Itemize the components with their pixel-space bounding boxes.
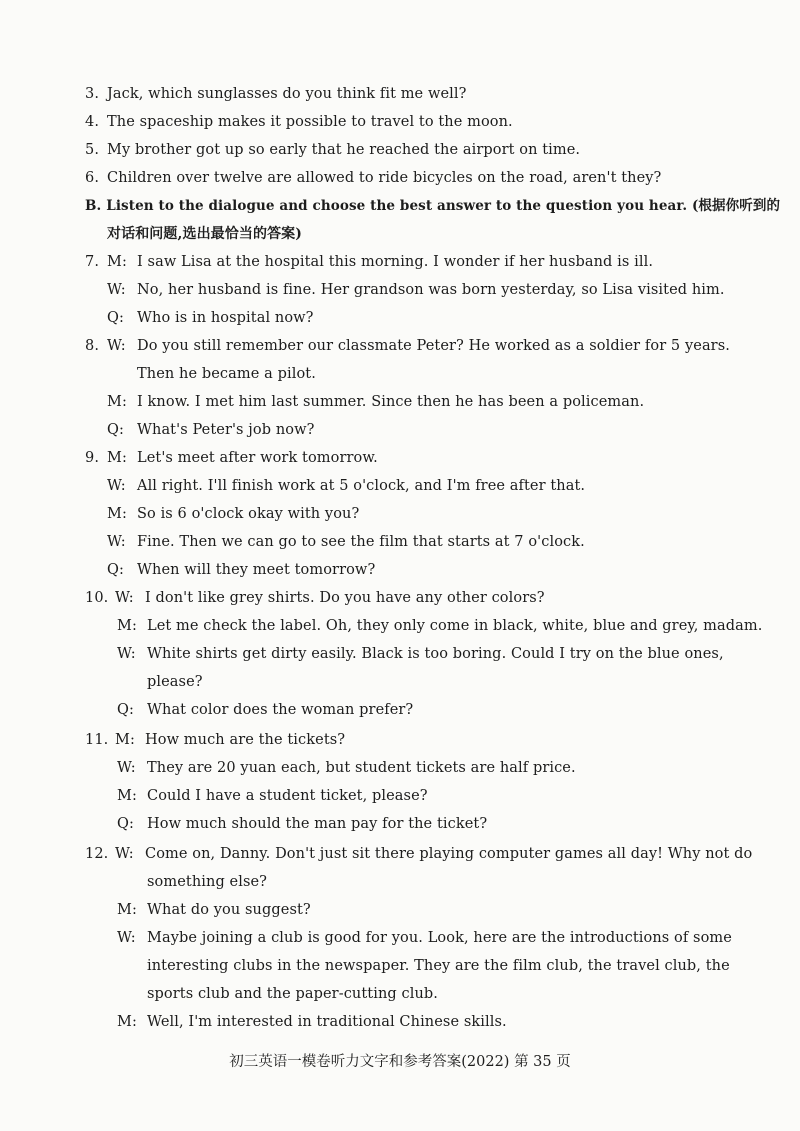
speaker-label: M: — [117, 902, 137, 918]
dialogue-text: Come on, Danny. Don't just sit there playing computer games all day! Why not do — [145, 846, 753, 862]
speaker-label: W: — [107, 282, 126, 298]
dialogue-text: Could I have a student ticket, please? — [147, 788, 428, 804]
section-b-heading — [85, 196, 780, 216]
item-number: 4. — [85, 114, 100, 130]
dialogue-10-line-2 — [117, 616, 762, 636]
speaker-label: W: — [117, 930, 136, 946]
dialogue-9-line-2 — [107, 476, 585, 496]
dialogue-text: Let's meet after work tomorrow. — [137, 450, 378, 466]
dialogue-text: Maybe joining a club is good for you. Look, here are the introductions of some — [147, 930, 732, 946]
speaker-label: W: — [107, 534, 126, 550]
item-number: 3. — [85, 86, 100, 102]
dialogue-text: How much are the tickets? — [145, 732, 346, 748]
item-number: 7. — [85, 254, 100, 270]
dialogue-8-line-1-cont — [137, 364, 316, 384]
dialogue-text: All right. I'll finish work at 5 o'clock, and I'm free after that. — [137, 478, 586, 494]
item-5 — [85, 140, 580, 160]
dialogue-text: Then he became a pilot. — [137, 366, 316, 382]
item-number: 11. — [85, 732, 109, 748]
question-text: When will they meet tomorrow? — [137, 562, 376, 578]
dialogue-text: I know. I met him last summer. Since then he has been a policeman. — [137, 394, 645, 410]
dialogue-9-question — [107, 560, 375, 580]
dialogue-12-line-1 — [85, 844, 752, 864]
dialogue-text: White shirts get dirty easily. Black is too boring. Could I try on the blue ones, — [147, 646, 724, 662]
speaker-label: W: — [117, 646, 136, 662]
dialogue-9-line-1 — [85, 448, 378, 468]
speaker-label: M: — [107, 506, 127, 522]
speaker-label: M: — [107, 394, 127, 410]
question-text: Who is in hospital now? — [137, 310, 314, 326]
dialogue-text: something else? — [147, 874, 268, 890]
dialogue-12-line-3-cont-2 — [147, 984, 438, 1004]
speaker-label: W: — [107, 338, 126, 354]
item-3 — [85, 84, 466, 104]
speaker-label: Q: — [107, 422, 124, 438]
dialogue-text: Fine. Then we can go to see the film that starts at 7 o'clock. — [137, 534, 585, 550]
dialogue-text: sports club and the paper-cutting club. — [147, 986, 438, 1002]
dialogue-text: No, her husband is fine. Her grandson was born yesterday, so Lisa visited him. — [137, 282, 725, 298]
dialogue-text: What do you suggest? — [147, 902, 311, 918]
speaker-label: M: — [117, 1014, 137, 1030]
dialogue-8-line-1 — [85, 336, 730, 356]
dialogue-8-line-2 — [107, 392, 644, 412]
dialogue-12-line-4 — [117, 1012, 507, 1032]
dialogue-text: please? — [147, 674, 203, 690]
dialogue-10-line-3 — [117, 644, 724, 664]
section-letter: B. — [85, 198, 102, 214]
dialogue-11-line-3 — [117, 786, 428, 806]
item-number: 6. — [85, 170, 100, 186]
speaker-label: W: — [115, 846, 134, 862]
dialogue-8-question — [107, 420, 314, 440]
item-number: 8. — [85, 338, 100, 354]
speaker-label: M: — [107, 450, 127, 466]
dialogue-12-line-2 — [117, 900, 311, 920]
speaker-label: Q: — [117, 702, 134, 718]
item-text: Jack, which sunglasses do you think fit me well? — [107, 86, 467, 102]
dialogue-7-question — [107, 308, 314, 328]
section-b-heading-cont — [107, 224, 302, 244]
dialogue-11-line-1 — [85, 730, 345, 750]
item-4 — [85, 112, 513, 132]
item-6 — [85, 168, 661, 188]
item-text: My brother got up so early that he reached the airport on time. — [107, 142, 581, 158]
question-text: What color does the woman prefer? — [147, 702, 414, 718]
dialogue-9-line-4 — [107, 532, 585, 552]
speaker-label: Q: — [117, 816, 134, 832]
dialogue-text: I saw Lisa at the hospital this morning. I wonder if her husband is ill. — [137, 254, 654, 270]
dialogue-10-line-3-cont — [147, 672, 203, 692]
dialogue-text: They are 20 yuan each, but student tickets are half price. — [147, 760, 576, 776]
dialogue-text: interesting clubs in the newspaper. They are the film club, the travel club, the — [147, 958, 730, 974]
item-number: 5. — [85, 142, 100, 158]
speaker-label: W: — [117, 760, 136, 776]
section-instruction-cont: 对话和问题,选出最恰当的答案) — [107, 226, 302, 242]
dialogue-text: I don't like grey shirts. Do you have any other colors? — [145, 590, 545, 606]
dialogue-7-line-2 — [107, 280, 725, 300]
speaker-label: Q: — [107, 310, 124, 326]
item-number: 9. — [85, 450, 100, 466]
item-number: 10. — [85, 590, 109, 606]
question-text: How much should the man pay for the ticket? — [147, 816, 488, 832]
item-text: The spaceship makes it possible to travel to the moon. — [107, 114, 513, 130]
dialogue-10-question — [117, 700, 413, 720]
section-instruction: Listen to the dialogue and choose the best answer to the question you hear. (根据你听到的 — [106, 198, 781, 214]
speaker-label: M: — [117, 788, 137, 804]
dialogue-10-line-1 — [85, 588, 545, 608]
dialogue-text: Let me check the label. Oh, they only come in black, white, blue and grey, madam. — [147, 618, 763, 634]
dialogue-text: So is 6 o'clock okay with you? — [137, 506, 360, 522]
dialogue-11-line-2 — [117, 758, 576, 778]
dialogue-12-line-3-cont — [147, 956, 730, 976]
page-footer: 初三英语一模卷听力文字和参考答案(2022) 第 35 页 — [229, 1054, 571, 1070]
dialogue-12-line-3 — [117, 928, 732, 948]
speaker-label: M: — [115, 732, 135, 748]
speaker-label: M: — [107, 254, 127, 270]
speaker-label: M: — [117, 618, 137, 634]
dialogue-12-line-1-cont — [147, 872, 267, 892]
question-text: What's Peter's job now? — [137, 422, 315, 438]
dialogue-11-question — [117, 814, 487, 834]
item-number: 12. — [85, 846, 109, 862]
speaker-label: Q: — [107, 562, 124, 578]
dialogue-9-line-3 — [107, 504, 359, 524]
item-text: Children over twelve are allowed to ride bicycles on the road, aren't they? — [107, 170, 662, 186]
speaker-label: W: — [107, 478, 126, 494]
dialogue-text: Well, I'm interested in traditional Chinese skills. — [147, 1014, 507, 1030]
dialogue-text: Do you still remember our classmate Peter? He worked as a soldier for 5 years. — [137, 338, 730, 354]
speaker-label: W: — [115, 590, 134, 606]
dialogue-7-line-1 — [85, 252, 653, 272]
